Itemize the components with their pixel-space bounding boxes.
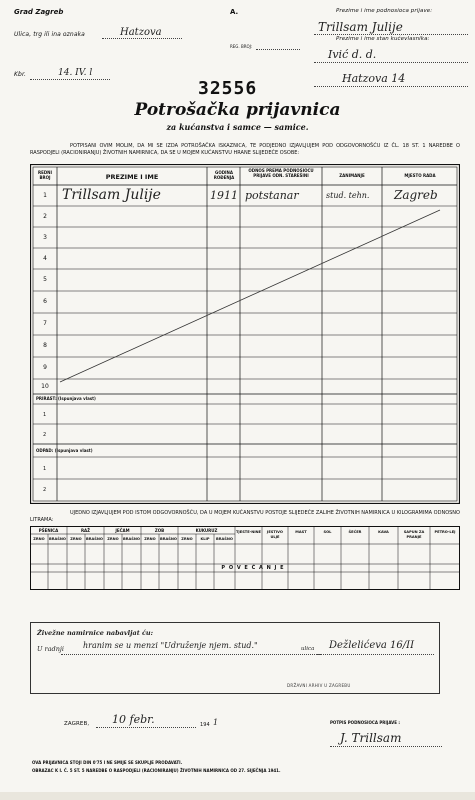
form-subtitle: za kućanstva i samce — samice. <box>166 122 309 132</box>
house-number-line <box>30 79 110 80</box>
row-number: 10 <box>41 382 49 390</box>
supply-street-label: ulica <box>301 646 315 652</box>
landlord-address-line <box>314 86 468 87</box>
applicant-box <box>312 6 472 98</box>
bottom-margin <box>0 792 475 800</box>
stock-other-header: SAPUN ZA PRANJE <box>403 530 425 539</box>
form-title: Potrošačka prijavnica <box>134 100 341 120</box>
stock-other-header: MAST <box>295 530 307 534</box>
row-number: 6 <box>43 298 47 305</box>
footer-regulation-note: OBRAZAC K I. Č. 5 ST. 5 NAREDBE O RASPODJELI (RACIONIRANJU) ŽIVOTNIH NAMIRNICA OD 27. SIJEČNJA 1941. <box>32 768 281 773</box>
stock-oats: ZOB <box>154 528 165 533</box>
signature-line <box>330 746 442 747</box>
reg-number-label: REG. BROJ: <box>230 44 253 49</box>
row-number: 1 <box>43 191 47 199</box>
stock-rye: RAŽ <box>80 528 91 533</box>
shop-value: hranim se u menzi "Udruženje njem. stud." <box>83 641 258 650</box>
stock-subheader: ZRNO <box>181 537 193 541</box>
registration-stamp-number: 32556 <box>198 78 258 99</box>
row1-workplace: Zagreb <box>394 188 438 202</box>
row1-relation: potstanar <box>245 189 299 202</box>
row-number: 9 <box>43 364 47 371</box>
shop-label: U radnji <box>37 645 64 653</box>
odpad-label: ODPAD: (Ispunjava vlast) <box>36 448 93 453</box>
stock-other-header: JESTIVO ULJE <box>267 530 283 539</box>
row-number: 2 <box>43 212 47 220</box>
header-birth-year: GODINA ROĐENJA <box>213 170 235 180</box>
supply-label: Živežne namirnice nabavljat ću: <box>37 629 154 637</box>
applicant-name-label: Prezime i ime podnosioca prijave: <box>336 8 433 14</box>
footer-price-note: OVA PRIJAVNICA STOJI DIN 0'75 I NE SMIJE SE SKUPLJE PRODAVATI. <box>32 760 183 765</box>
stock-subheader: BRAŠNO <box>86 537 103 541</box>
row1-name: Trillsam Julije <box>62 187 161 203</box>
year-prefix: 194 <box>200 722 210 728</box>
header-row-number: REDNI BROJ <box>38 170 52 180</box>
stock-subheader: ZRNO <box>144 537 156 541</box>
house-number-label: Kbr. <box>14 71 26 78</box>
street-value: Hatzova <box>120 27 162 38</box>
applicant-name-line <box>314 34 468 35</box>
stock-other-header: PETRO-LEJ <box>434 530 456 534</box>
landlord-value: Ivić d. d. <box>328 48 377 61</box>
date-line <box>96 727 196 728</box>
stock-subheader: ZRNO <box>70 537 82 541</box>
header-name: PREZIME I IME <box>105 173 159 181</box>
date-city-label: ZAGREB, <box>64 721 90 727</box>
signature-label: POTPIS PODNOSIOCA PRIJAVE : <box>330 720 400 725</box>
stock-barley: JEČAM <box>115 528 130 533</box>
row-number: 7 <box>43 320 47 327</box>
shop-line <box>61 654 321 655</box>
stock-subheader: ZRNO <box>107 537 119 541</box>
row-number: 5 <box>43 276 47 283</box>
stock-other-header: KAVA <box>378 530 389 534</box>
archive-stamp: DRŽAVNI ARHIV U ZAGREBU <box>287 683 351 688</box>
street-line <box>102 38 182 39</box>
stock-table-grid <box>30 526 460 590</box>
row-number: 4 <box>43 254 47 262</box>
header-workplace: MJESTO RADA <box>404 173 436 178</box>
household-table <box>30 164 460 504</box>
landlord-address-value: Hatzova 14 <box>342 72 406 85</box>
prirast-label: PRIRAST: (Ispunjava vlast) <box>36 396 96 401</box>
landlord-line <box>314 62 468 63</box>
stock-wheat: PŠENICA <box>38 528 59 533</box>
date-value: 10 febr. <box>112 713 155 726</box>
street-label: Ulica, trg ili ina oznaka <box>14 31 85 38</box>
stock-other-header: ŠEĆER <box>348 530 362 534</box>
row1-birth-year: 1911 <box>210 189 238 202</box>
stock-table <box>30 526 460 590</box>
landlord-label: Prezime i ime stan kućevlasnika: <box>336 36 430 42</box>
stock-subheader: BRAŠNO <box>216 537 233 541</box>
prirast-row-2: 2 <box>43 432 47 438</box>
form-letter: A. <box>230 8 239 16</box>
odpad-row-2: 2 <box>43 487 47 493</box>
supply-street-value: Dežlelićeva 16/II <box>329 640 415 651</box>
reg-number-line <box>256 49 300 50</box>
stock-subheader: BRAŠNO <box>49 537 66 541</box>
stock-subheader: BRAŠNO <box>123 537 140 541</box>
row1-occupation: stud. tehn. <box>326 191 370 200</box>
declaration-text: POTPISANI OVIM MOLIM, DA MI SE IZDA POTROŠAČKA ISKAZNICA, TE PODJEDNO IZJAVLJUJEM POD ODGOVORNOŠĆU IZ ČL. 18 ST. 1 NAREDBE O RASPODJELI (RACIONIRANJU) ŽIVOTNIH NAMIRNICA, DA SE U MOJEM KUĆANSTVU HRANE SLIJEDEĆE OSOBE: <box>30 143 460 156</box>
signature-value: J. Trillsam <box>340 731 402 745</box>
supply-street-line <box>316 654 434 655</box>
stock-other-header: SOL <box>323 530 332 534</box>
header-occupation: ZANIMANJE <box>339 173 365 178</box>
odpad-row-1: 1 <box>43 466 47 472</box>
stock-corn: KUKURUZ <box>195 528 218 533</box>
year-suffix: 1 <box>213 718 219 727</box>
row-number: 8 <box>43 342 47 349</box>
stock-other-header: TJESTE-NINE <box>235 530 262 534</box>
city-label: Grad Zagreb <box>14 8 64 16</box>
prirast-row-1: 1 <box>43 412 47 418</box>
stock-subheader: KLIP <box>200 537 210 541</box>
row-number: 3 <box>43 233 47 241</box>
stock-subheader: BRAŠNO <box>160 537 177 541</box>
supply-box <box>30 622 440 694</box>
stock-subheader: ZRNO <box>33 537 45 541</box>
applicant-name-value: Trillsam Julije <box>318 20 403 34</box>
household-table-grid <box>30 164 460 504</box>
house-number-value: 14. IV. l <box>58 68 93 78</box>
increase-label: P O V E Ć A N J E <box>221 565 285 571</box>
header-relation: ODNOS PREMA PODNOSIOCU PRIJAVE ODN. STAREŠINI <box>248 168 314 178</box>
stock-declaration-text: UJEDNO IZJAVLJUJEM POD ISTOM ODGOVORNOŠĆU, DA U MOJEM KUĆANSTVU POSTOJE SLIJEDEĆE ZALIHE ŽIVOTNIH NAMIRNICA U KILOGRAMIMA ODNOSNO LITRAMA: <box>30 510 460 523</box>
